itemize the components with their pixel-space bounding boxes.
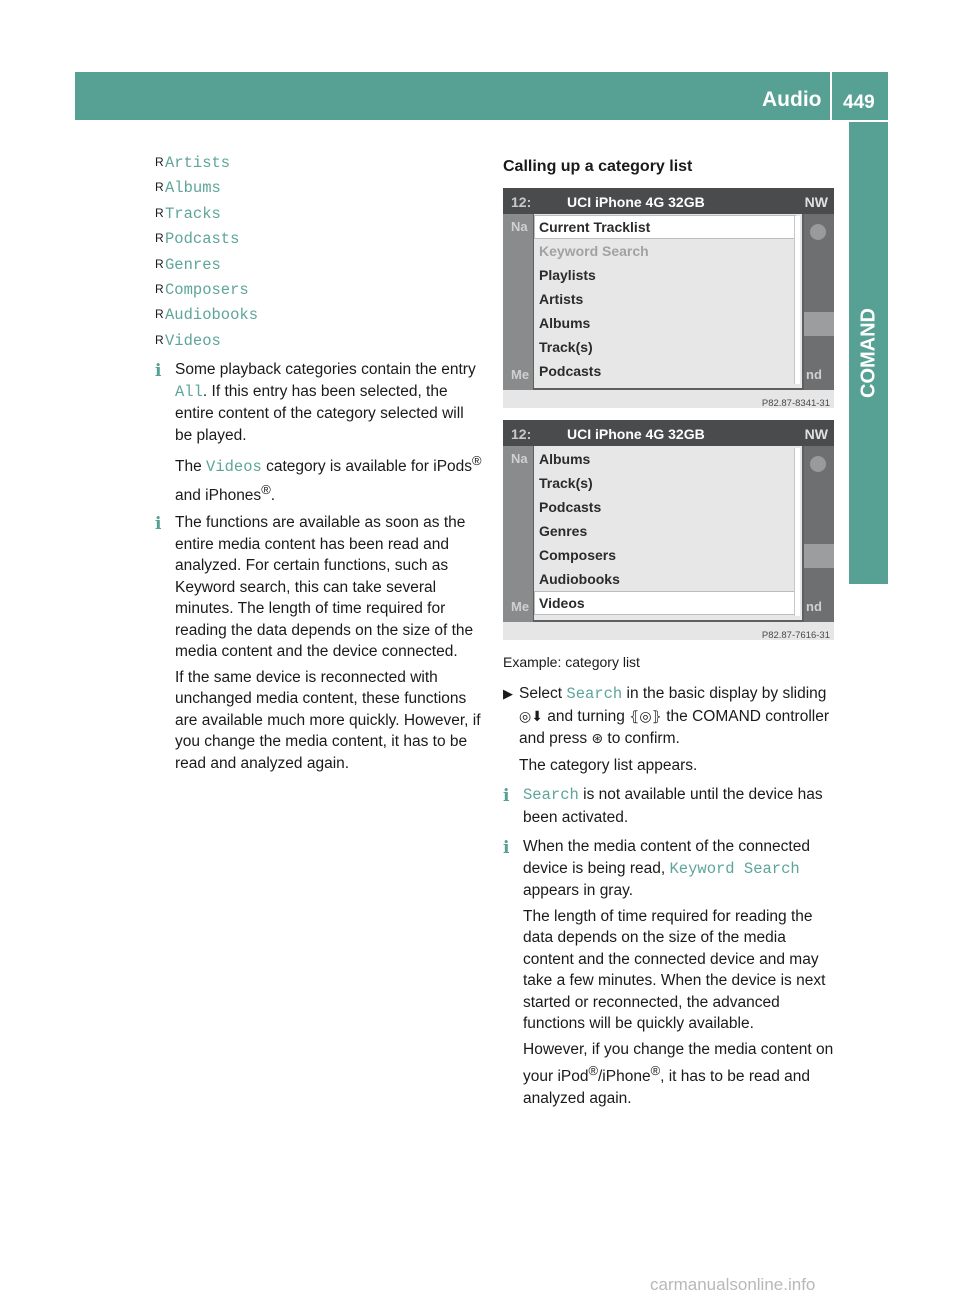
list-item: Composers <box>539 546 617 563</box>
screen-leftbar: Na Me <box>503 446 533 622</box>
screen-rightbar: nd <box>804 446 834 622</box>
list-item: Audiobooks <box>539 570 620 587</box>
info-note: i Search is not available until the device has been activated. <box>503 786 823 826</box>
list-item: R Audiobooks <box>155 306 259 325</box>
screen-rightbar: nd <box>804 214 834 390</box>
info-note: i Some playback categories contain the entry All. If this entry has been selected, the entire content of the category selected will be played. The Videos category is available for iPods® and iPhones®. <box>155 361 482 504</box>
screen-list <box>534 214 802 388</box>
info-note: i When the media content of the connected device is being read, Keyword Search appears in gray. The length of time required for reading the data depends on the size of the media content and the connected device and may take a few minutes. When the device is next started or reconnected, the advanced functions will be quickly available. However, if you change the media content on your iPod®/iPhone®, it has to be read and analyzed again. <box>503 838 834 1107</box>
info-icon: i <box>503 786 510 806</box>
info-icon: i <box>155 514 162 535</box>
screen-list <box>534 446 802 620</box>
scrollbar <box>794 216 800 384</box>
scrollbar <box>794 448 800 616</box>
list-item: Track(s) <box>539 474 593 491</box>
header-divider <box>830 72 832 120</box>
step-arrow-icon: ▶ <box>503 686 513 701</box>
image-code: P82.87-8341-31 <box>761 397 830 408</box>
screen-topbar: 12: UCI iPhone 4G 32GB NW <box>503 188 834 214</box>
instruction-step: ▶ Select Search in the basic display by sliding ◎⬇ and turning ⦃◎⦄ the COMAND controller and press ⊛ to confirm. The category list appears. <box>503 685 830 774</box>
device-name: UCI iPhone 4G 32GB <box>567 193 705 210</box>
list-item: R Albums <box>155 179 221 198</box>
list-item: R Videos <box>155 331 221 350</box>
figure-caption: Example: category list <box>503 653 640 670</box>
info-icon: i <box>155 361 162 382</box>
list-item: Genres <box>539 522 588 539</box>
list-item: Current Tracklist <box>539 218 651 235</box>
list-item: R Genres <box>155 255 221 274</box>
page-number: 449 <box>843 92 875 113</box>
watermark: carmanualsonline.info <box>650 1275 816 1294</box>
list-item: Track(s) <box>539 338 593 355</box>
list-item: Keyword Search <box>539 242 649 259</box>
screen-image-1 <box>503 188 834 408</box>
device-name: UCI iPhone 4G 32GB <box>567 425 705 442</box>
list-item: R Artists <box>155 154 231 172</box>
side-tab-label-box <box>849 122 888 584</box>
list-item: Podcasts <box>539 362 602 379</box>
list-item: R Composers <box>155 280 249 299</box>
list-item: R Tracks <box>155 204 221 223</box>
chapter-title: Audio <box>762 88 822 111</box>
info-note: i The functions are available as soon as the entire media content has been read and analyzed. For certain functions, such as Keyword search, this can take several minutes. The length of time required for reading the data depends on the size of the media content and the device connected. If the same device is reconnected with unchanged media content, these functions are available much more quickly. However, if you change the media content, it has to be read and analyzed again. <box>155 514 481 772</box>
screen-leftbar: Na Me <box>503 214 533 390</box>
left-column <box>155 150 485 778</box>
image-code: P82.87-7616-31 <box>761 629 830 640</box>
list-item: Artists <box>539 290 584 307</box>
info-icon: i <box>503 838 510 858</box>
list-item: Podcasts <box>539 498 602 515</box>
list-item: R Podcasts <box>155 230 240 249</box>
list-item: Albums <box>539 314 591 331</box>
controller-slide-icon: ◎⬇ <box>519 708 543 725</box>
controller-press-icon: ⊛ <box>591 731 604 747</box>
side-tab-label: COMAND <box>857 308 879 398</box>
controller-turn-icon: ⦃◎⦄ <box>629 708 662 725</box>
screen-topbar: 12: UCI iPhone 4G 32GB NW <box>503 420 834 446</box>
list-item: Videos <box>539 594 585 611</box>
category-list <box>155 150 485 353</box>
screen-image-2 <box>503 420 834 640</box>
section-title: Calling up a category list <box>503 158 693 175</box>
right-column <box>503 150 838 1113</box>
list-item: Albums <box>539 450 591 467</box>
list-item: Playlists <box>539 266 596 283</box>
